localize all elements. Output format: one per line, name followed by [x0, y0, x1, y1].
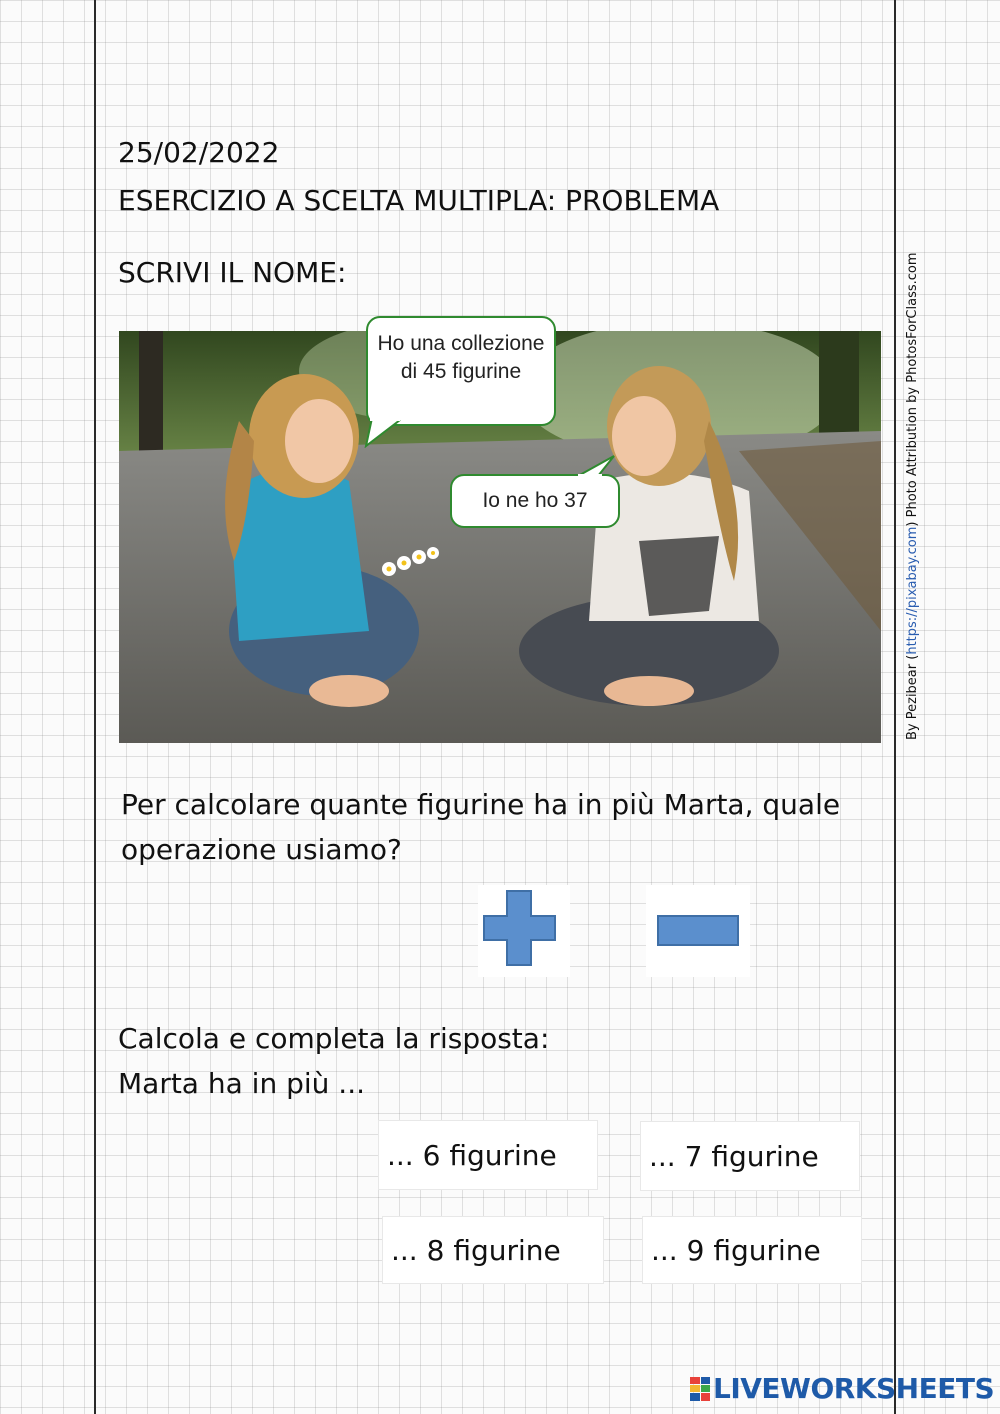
speech-bubble-left-tail — [364, 418, 404, 448]
liveworksheets-logo-icon — [690, 1377, 710, 1401]
speech-bubble-left-text: Ho una collezione di 45 figurine — [377, 332, 545, 383]
name-label: SCRIVI IL NOME: — [118, 256, 347, 289]
left-margin-line — [94, 0, 96, 1414]
plus-icon — [478, 885, 570, 977]
answer-choice-8[interactable]: ... 8 figurine — [382, 1216, 604, 1284]
speech-bubble-left — [366, 316, 556, 426]
completion-prompt — [118, 1016, 718, 1106]
speech-bubble-right: Io ne ho 37 — [450, 474, 620, 528]
minus-icon — [646, 885, 750, 977]
answer-choice-7[interactable]: ... 7 figurine — [640, 1121, 860, 1191]
plus-option[interactable] — [478, 885, 570, 977]
question-text: Per calcolare quante figurine ha in più Marta, quale operazione usiamo? — [121, 788, 841, 866]
attribution-link[interactable]: https://pixabay.com — [905, 526, 920, 655]
answer-choice-6[interactable]: ... 6 figurine — [378, 1120, 598, 1190]
attribution-suffix: ) Photo Attribution by PhotosForClass.com — [905, 252, 920, 527]
liveworksheets-brand: LIVEWORKSHEETS — [713, 1372, 995, 1405]
liveworksheets-logo — [690, 1372, 994, 1405]
completion-stem: Marta ha in più ... — [118, 1067, 365, 1100]
completion-instruction: Calcola e completa la risposta: — [118, 1022, 550, 1055]
page-title: ESERCIZIO A SCELTA MULTIPLA: PROBLEMA — [118, 184, 720, 217]
minus-option[interactable] — [646, 885, 750, 977]
photo-attribution — [905, 252, 920, 740]
speech-bubble-right-tail — [574, 454, 618, 478]
attribution-prefix: By Pezibear ( — [905, 654, 920, 740]
date: 25/02/2022 — [118, 136, 280, 169]
right-margin-line — [894, 0, 896, 1414]
answer-choice-9[interactable]: ... 9 figurine — [642, 1216, 862, 1284]
